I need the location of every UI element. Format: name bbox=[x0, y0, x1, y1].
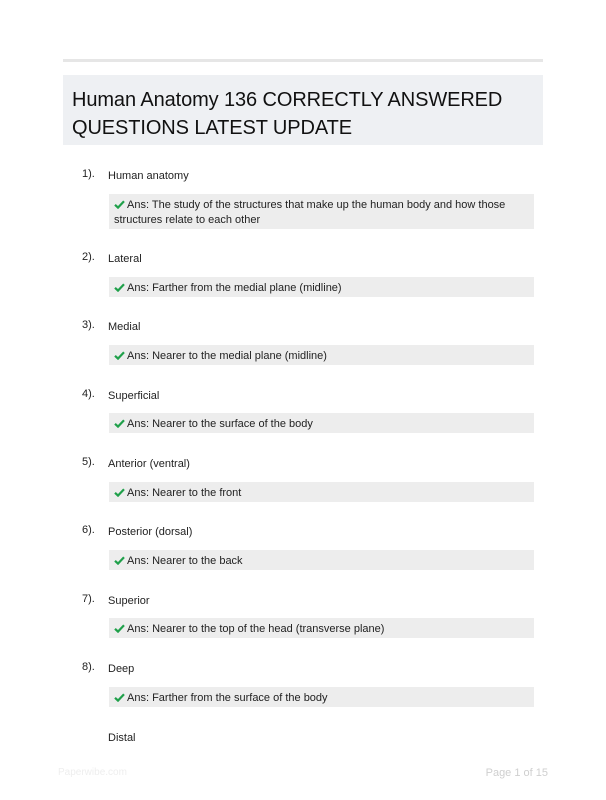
answer-text: Ans: Nearer to the surface of the body bbox=[127, 418, 313, 430]
question-text: Deep bbox=[108, 663, 135, 675]
check-icon bbox=[114, 488, 125, 497]
answer-text: Ans: Nearer to the front bbox=[127, 487, 242, 499]
question-number: 1). bbox=[82, 168, 95, 180]
question-text: Superficial bbox=[108, 390, 160, 402]
answer-text: Ans: The study of the structures that make up the human body and how those structures relate to each other bbox=[114, 199, 506, 226]
answer-text: Ans: Farther from the surface of the body bbox=[127, 692, 328, 704]
answer-box bbox=[109, 618, 534, 638]
check-icon bbox=[114, 624, 125, 633]
question-text: Human anatomy bbox=[108, 170, 189, 182]
check-icon bbox=[114, 351, 125, 360]
page-indicator: Page 1 of 15 bbox=[485, 767, 548, 779]
question-text: Anterior (ventral) bbox=[108, 458, 190, 470]
question-text: Distal bbox=[108, 732, 136, 744]
check-icon bbox=[114, 200, 125, 209]
question-number: 3). bbox=[82, 319, 95, 331]
question-text: Lateral bbox=[108, 253, 142, 265]
question-text: Posterior (dorsal) bbox=[108, 526, 193, 538]
answer-box bbox=[109, 413, 534, 433]
question-text: Medial bbox=[108, 321, 141, 333]
check-icon bbox=[114, 556, 125, 565]
answer-box bbox=[109, 687, 534, 707]
question-number: 2). bbox=[82, 251, 95, 263]
footer-watermark: Paperwibe.com bbox=[58, 767, 127, 778]
answer-text: Ans: Farther from the medial plane (midline) bbox=[127, 282, 342, 294]
check-icon bbox=[114, 693, 125, 702]
answer-box bbox=[109, 550, 534, 570]
question-number: 4). bbox=[82, 388, 95, 400]
check-icon bbox=[114, 283, 125, 292]
title-banner bbox=[63, 75, 543, 145]
answer-text: Ans: Nearer to the back bbox=[127, 555, 243, 567]
answer-box bbox=[109, 345, 534, 365]
question-number: 5). bbox=[82, 456, 95, 468]
answer-text: Ans: Nearer to the top of the head (transverse plane) bbox=[127, 623, 385, 635]
page-title: Human Anatomy 136 CORRECTLY ANSWERED QUESTIONS LATEST UPDATE bbox=[72, 89, 503, 139]
question-text: Superior bbox=[108, 595, 150, 607]
question-number: 6). bbox=[82, 524, 95, 536]
question-number: 7). bbox=[82, 593, 95, 605]
answer-box bbox=[109, 482, 534, 502]
question-number: 8). bbox=[82, 661, 95, 673]
check-icon bbox=[114, 419, 125, 428]
top-divider bbox=[63, 59, 543, 62]
answer-box bbox=[109, 194, 534, 229]
answer-text: Ans: Nearer to the medial plane (midline) bbox=[127, 350, 327, 362]
answer-box bbox=[109, 277, 534, 297]
